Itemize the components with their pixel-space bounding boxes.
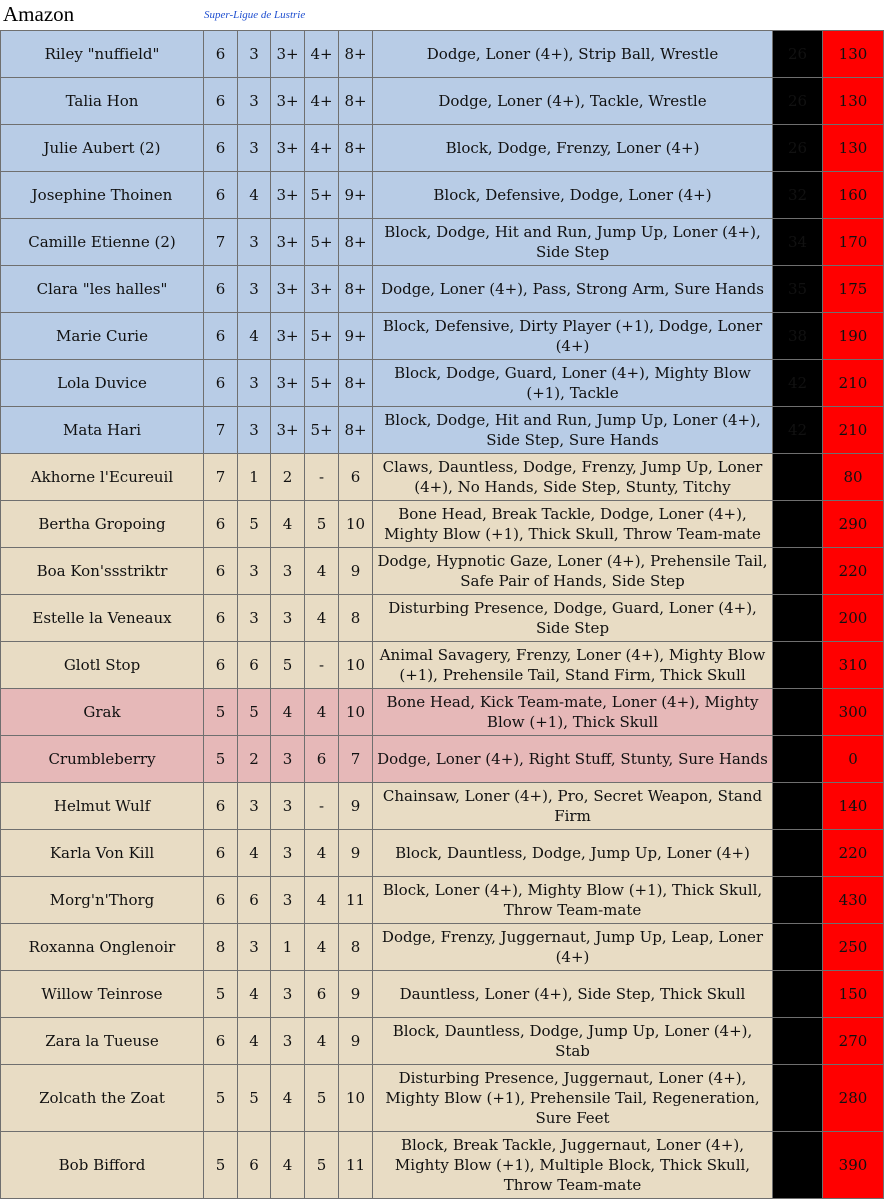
roster-body (1, 31, 884, 1199)
stat-ma: 6 (204, 548, 238, 595)
player-value: 390 (823, 1132, 884, 1199)
player-skills: Dodge, Hypnotic Gaze, Loner (4+), Prehensile Tail, Safe Pair of Hands, Side Step (373, 548, 773, 595)
player-skills: Bone Head, Kick Team-mate, Loner (4+), Mighty Blow (+1), Thick Skull (373, 689, 773, 736)
stat-st: 1 (238, 454, 271, 501)
stat-pa: 4 (305, 548, 339, 595)
stat-ma: 5 (204, 689, 238, 736)
stat-ag: 3+ (271, 313, 305, 360)
stat-av: 8+ (339, 219, 373, 266)
table-row (1, 1018, 884, 1065)
player-skills: Block, Defensive, Dodge, Loner (4+) (373, 172, 773, 219)
stat-st: 2 (238, 736, 271, 783)
stat-pa: 4+ (305, 31, 339, 78)
player-spp: 26 (773, 78, 823, 125)
stat-ma: 6 (204, 172, 238, 219)
player-name: Zara la Tueuse (1, 1018, 204, 1065)
stat-st: 3 (238, 595, 271, 642)
player-value: 300 (823, 689, 884, 736)
stat-ag: 3 (271, 1018, 305, 1065)
stat-ag: 3+ (271, 31, 305, 78)
player-name: Grak (1, 689, 204, 736)
player-skills: Animal Savagery, Frenzy, Loner (4+), Mighty Blow (+1), Prehensile Tail, Stand Firm, Thick Skull (373, 642, 773, 689)
stat-ma: 6 (204, 78, 238, 125)
stat-st: 6 (238, 877, 271, 924)
player-skills: Block, Dauntless, Dodge, Jump Up, Loner (4+), Stab (373, 1018, 773, 1065)
stat-ma: 6 (204, 31, 238, 78)
stat-ma: 6 (204, 1018, 238, 1065)
stat-ma: 6 (204, 830, 238, 877)
stat-st: 4 (238, 1018, 271, 1065)
stat-ma: 6 (204, 360, 238, 407)
stat-av: 9 (339, 783, 373, 830)
player-name: Karla Von Kill (1, 830, 204, 877)
stat-pa: 3+ (305, 266, 339, 313)
stat-ma: 7 (204, 454, 238, 501)
player-value: 220 (823, 830, 884, 877)
stat-pa: 4 (305, 595, 339, 642)
stat-ag: 4 (271, 1132, 305, 1199)
stat-av: 10 (339, 689, 373, 736)
player-spp: 26 (773, 125, 823, 172)
table-row (1, 78, 884, 125)
table-row (1, 125, 884, 172)
player-skills: Disturbing Presence, Dodge, Guard, Loner (4+), Side Step (373, 595, 773, 642)
stat-av: 8 (339, 595, 373, 642)
stat-av: 9 (339, 548, 373, 595)
stat-av: 11 (339, 877, 373, 924)
stat-st: 3 (238, 360, 271, 407)
player-value: 140 (823, 783, 884, 830)
table-row (1, 642, 884, 689)
player-skills: Claws, Dauntless, Dodge, Frenzy, Jump Up, Loner (4+), No Hands, Side Step, Stunty, Titchy (373, 454, 773, 501)
player-value: 0 (823, 736, 884, 783)
stat-ag: 3 (271, 877, 305, 924)
stat-ma: 6 (204, 125, 238, 172)
table-row (1, 1065, 884, 1132)
stat-av: 7 (339, 736, 373, 783)
player-value: 280 (823, 1065, 884, 1132)
player-value: 250 (823, 924, 884, 971)
stat-ag: 5 (271, 642, 305, 689)
stat-ag: 1 (271, 924, 305, 971)
player-spp (773, 783, 823, 830)
stat-st: 5 (238, 689, 271, 736)
stat-ag: 3 (271, 783, 305, 830)
stat-pa: 5+ (305, 172, 339, 219)
stat-st: 3 (238, 266, 271, 313)
stat-ma: 7 (204, 407, 238, 454)
stat-pa: 4+ (305, 125, 339, 172)
stat-av: 6 (339, 454, 373, 501)
player-name: Riley "nuffield" (1, 31, 204, 78)
stat-pa: 4 (305, 1018, 339, 1065)
stat-ag: 3 (271, 595, 305, 642)
player-name: Clara "les halles" (1, 266, 204, 313)
player-spp (773, 1132, 823, 1199)
player-skills: Block, Loner (4+), Mighty Blow (+1), Thick Skull, Throw Team-mate (373, 877, 773, 924)
stat-av: 8+ (339, 31, 373, 78)
stat-av: 10 (339, 501, 373, 548)
player-name: Lola Duvice (1, 360, 204, 407)
stat-st: 3 (238, 924, 271, 971)
player-value: 130 (823, 31, 884, 78)
table-row (1, 266, 884, 313)
stat-ag: 4 (271, 689, 305, 736)
player-value: 170 (823, 219, 884, 266)
player-spp (773, 548, 823, 595)
stat-ma: 6 (204, 877, 238, 924)
stat-ag: 3+ (271, 78, 305, 125)
player-name: Camille Etienne (2) (1, 219, 204, 266)
player-skills: Dodge, Loner (4+), Tackle, Wrestle (373, 78, 773, 125)
player-skills: Chainsaw, Loner (4+), Pro, Secret Weapon, Stand Firm (373, 783, 773, 830)
stat-av: 11 (339, 1132, 373, 1199)
stat-ag: 3+ (271, 360, 305, 407)
stat-st: 3 (238, 31, 271, 78)
player-spp (773, 595, 823, 642)
player-skills: Dodge, Loner (4+), Pass, Strong Arm, Sure Hands (373, 266, 773, 313)
table-row (1, 924, 884, 971)
player-name: Mata Hari (1, 407, 204, 454)
stat-ag: 4 (271, 501, 305, 548)
stat-pa: - (305, 783, 339, 830)
player-value: 160 (823, 172, 884, 219)
player-spp (773, 877, 823, 924)
player-value: 310 (823, 642, 884, 689)
stat-st: 3 (238, 219, 271, 266)
player-value: 150 (823, 971, 884, 1018)
player-name: Julie Aubert (2) (1, 125, 204, 172)
stat-av: 8+ (339, 78, 373, 125)
stat-pa: 4 (305, 924, 339, 971)
player-name: Zolcath the Zoat (1, 1065, 204, 1132)
player-name: Bob Bifford (1, 1132, 204, 1199)
stat-st: 5 (238, 1065, 271, 1132)
player-skills: Bone Head, Break Tackle, Dodge, Loner (4+), Mighty Blow (+1), Thick Skull, Throw Team-mate (373, 501, 773, 548)
player-spp (773, 501, 823, 548)
stat-pa: 5+ (305, 313, 339, 360)
table-row (1, 971, 884, 1018)
stat-ma: 5 (204, 971, 238, 1018)
stat-pa: 6 (305, 971, 339, 1018)
stat-pa: 4+ (305, 78, 339, 125)
table-row (1, 172, 884, 219)
player-spp: 42 (773, 407, 823, 454)
player-name: Estelle la Veneaux (1, 595, 204, 642)
player-spp: 42 (773, 360, 823, 407)
player-spp (773, 830, 823, 877)
stat-ma: 7 (204, 219, 238, 266)
stat-ag: 3 (271, 548, 305, 595)
table-row (1, 501, 884, 548)
table-row (1, 454, 884, 501)
table-row (1, 783, 884, 830)
stat-ag: 3 (271, 830, 305, 877)
player-value: 80 (823, 454, 884, 501)
stat-st: 3 (238, 78, 271, 125)
player-value: 430 (823, 877, 884, 924)
stat-ma: 6 (204, 501, 238, 548)
player-spp: 32 (773, 172, 823, 219)
stat-st: 3 (238, 548, 271, 595)
player-skills: Dodge, Loner (4+), Strip Ball, Wrestle (373, 31, 773, 78)
stat-av: 9 (339, 1018, 373, 1065)
player-value: 220 (823, 548, 884, 595)
stat-av: 9+ (339, 313, 373, 360)
player-name: Akhorne l'Ecureuil (1, 454, 204, 501)
player-skills: Block, Break Tackle, Juggernaut, Loner (4+), Mighty Blow (+1), Multiple Block, Thick Skull, Throw Team-mate (373, 1132, 773, 1199)
stat-st: 3 (238, 783, 271, 830)
player-skills: Block, Dauntless, Dodge, Jump Up, Loner (4+) (373, 830, 773, 877)
stat-pa: 5 (305, 501, 339, 548)
player-name: Glotl Stop (1, 642, 204, 689)
page-header (0, 0, 885, 30)
table-row (1, 313, 884, 360)
table-row (1, 31, 884, 78)
stat-ag: 3+ (271, 219, 305, 266)
player-value: 270 (823, 1018, 884, 1065)
stat-pa: 4 (305, 689, 339, 736)
stat-ma: 6 (204, 642, 238, 689)
stat-av: 9 (339, 971, 373, 1018)
player-spp (773, 1018, 823, 1065)
player-value: 200 (823, 595, 884, 642)
stat-pa: 5+ (305, 407, 339, 454)
stat-st: 6 (238, 642, 271, 689)
stat-st: 4 (238, 172, 271, 219)
table-row (1, 595, 884, 642)
stat-st: 4 (238, 313, 271, 360)
stat-ag: 3 (271, 736, 305, 783)
stat-ma: 6 (204, 595, 238, 642)
stat-pa: 4 (305, 830, 339, 877)
stat-pa: 4 (305, 877, 339, 924)
stat-av: 8+ (339, 266, 373, 313)
stat-ma: 5 (204, 736, 238, 783)
player-value: 130 (823, 125, 884, 172)
player-name: Josephine Thoinen (1, 172, 204, 219)
stat-av: 8+ (339, 125, 373, 172)
stat-ag: 3+ (271, 172, 305, 219)
roster-table (0, 30, 884, 1199)
player-spp (773, 1065, 823, 1132)
league-name: Super-Ligue de Lustrie (204, 9, 306, 21)
stat-ag: 4 (271, 1065, 305, 1132)
stat-st: 3 (238, 407, 271, 454)
player-name: Bertha Gropoing (1, 501, 204, 548)
table-row (1, 689, 884, 736)
table-row (1, 219, 884, 266)
player-skills: Dauntless, Loner (4+), Side Step, Thick Skull (373, 971, 773, 1018)
stat-av: 8+ (339, 407, 373, 454)
table-row (1, 360, 884, 407)
player-skills: Disturbing Presence, Juggernaut, Loner (4+), Mighty Blow (+1), Prehensile Tail, Regeneration, Sure Feet (373, 1065, 773, 1132)
stat-ma: 8 (204, 924, 238, 971)
player-name: Roxanna Onglenoir (1, 924, 204, 971)
stat-pa: 6 (305, 736, 339, 783)
stat-pa: 5+ (305, 219, 339, 266)
table-row (1, 736, 884, 783)
stat-ma: 6 (204, 313, 238, 360)
stat-pa: 5+ (305, 360, 339, 407)
stat-ma: 5 (204, 1065, 238, 1132)
stat-av: 8 (339, 924, 373, 971)
stat-pa: 5 (305, 1065, 339, 1132)
player-value: 175 (823, 266, 884, 313)
table-row (1, 407, 884, 454)
player-name: Morg'n'Thorg (1, 877, 204, 924)
table-row (1, 548, 884, 595)
player-spp: 26 (773, 31, 823, 78)
stat-ma: 6 (204, 266, 238, 313)
player-name: Boa Kon'ssstriktr (1, 548, 204, 595)
player-spp (773, 736, 823, 783)
stat-pa: - (305, 454, 339, 501)
player-value: 290 (823, 501, 884, 548)
player-name: Willow Teinrose (1, 971, 204, 1018)
stat-st: 4 (238, 830, 271, 877)
stat-pa: - (305, 642, 339, 689)
stat-ag: 2 (271, 454, 305, 501)
player-name: Helmut Wulf (1, 783, 204, 830)
player-spp (773, 454, 823, 501)
player-spp (773, 689, 823, 736)
player-spp: 38 (773, 313, 823, 360)
player-name: Talia Hon (1, 78, 204, 125)
player-skills: Block, Dodge, Hit and Run, Jump Up, Loner (4+), Side Step (373, 219, 773, 266)
player-skills: Block, Dodge, Guard, Loner (4+), Mighty Blow (+1), Tackle (373, 360, 773, 407)
table-row (1, 877, 884, 924)
player-spp: 35 (773, 266, 823, 313)
stat-ma: 6 (204, 783, 238, 830)
player-spp (773, 924, 823, 971)
player-spp (773, 971, 823, 1018)
stat-ag: 3+ (271, 266, 305, 313)
stat-ag: 3 (271, 971, 305, 1018)
table-row (1, 830, 884, 877)
player-skills: Dodge, Loner (4+), Right Stuff, Stunty, Sure Hands (373, 736, 773, 783)
stat-av: 10 (339, 1065, 373, 1132)
player-skills: Block, Dodge, Frenzy, Loner (4+) (373, 125, 773, 172)
player-skills: Dodge, Frenzy, Juggernaut, Jump Up, Leap, Loner (4+) (373, 924, 773, 971)
stat-ag: 3+ (271, 125, 305, 172)
player-value: 210 (823, 360, 884, 407)
player-value: 190 (823, 313, 884, 360)
stat-st: 3 (238, 125, 271, 172)
player-skills: Block, Defensive, Dirty Player (+1), Dodge, Loner (4+) (373, 313, 773, 360)
stat-ma: 5 (204, 1132, 238, 1199)
stat-st: 6 (238, 1132, 271, 1199)
stat-ag: 3+ (271, 407, 305, 454)
table-row (1, 1132, 884, 1199)
stat-pa: 5 (305, 1132, 339, 1199)
stat-av: 10 (339, 642, 373, 689)
stat-st: 5 (238, 501, 271, 548)
stat-av: 9+ (339, 172, 373, 219)
player-spp: 34 (773, 219, 823, 266)
player-value: 130 (823, 78, 884, 125)
player-name: Crumbleberry (1, 736, 204, 783)
player-value: 210 (823, 407, 884, 454)
stat-av: 9 (339, 830, 373, 877)
player-spp (773, 642, 823, 689)
stat-av: 8+ (339, 360, 373, 407)
team-name: Amazon (3, 2, 75, 26)
player-name: Marie Curie (1, 313, 204, 360)
stat-st: 4 (238, 971, 271, 1018)
player-skills: Block, Dodge, Hit and Run, Jump Up, Loner (4+), Side Step, Sure Hands (373, 407, 773, 454)
